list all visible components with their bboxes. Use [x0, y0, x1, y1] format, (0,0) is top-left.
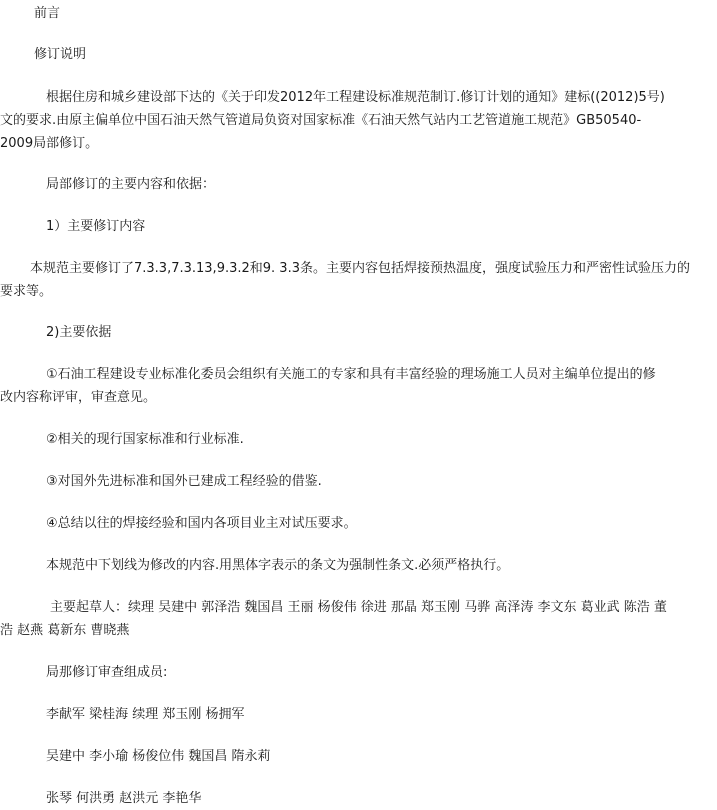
- underline-note: 本规范中下划线为修改的内容.用黑体字表示的条文为强制性条文.必须严格执行。: [46, 558, 510, 573]
- paragraph-basis-line-1: 根据住房和城乡建设部下达的《关于印发2012年工程建设标准规范制订.修订计划的通知》建标((2012)5号): [46, 90, 665, 105]
- heading-revision-notes: 修订说明: [34, 47, 87, 62]
- section-1-title: 1）主要修订内容: [46, 219, 146, 234]
- paragraph-main-content-intro: 局部修订的主要内容和依据：: [46, 177, 216, 192]
- basis-item-1-line-2: 改内容称评审，审查意见。: [0, 390, 157, 405]
- paragraph-basis-line-3: 2009局部修订。: [0, 136, 99, 151]
- section-1-line-1: 本规范主要修订了7.3.3,7.3.13,9.3.2和9. 3.3条。主要内容包括焊接预热温度，强度试验压力和严密性试验压力的: [30, 261, 690, 276]
- section-1-line-2: 要求等。: [0, 284, 53, 299]
- basis-item-2: ②相关的现行国家标准和行业标准.: [46, 432, 244, 447]
- paragraph-basis-line-2: 文的要求.由原主偏单位中国石油天然气管道局负资对国家标准《石油天然气站内工艺管道施工规范》GB50540-: [0, 113, 642, 128]
- drafters-line-1: 主要起草人：续理 吴建中 郭泽浩 魏国昌 王丽 杨俊伟 徐进 那晶 郑玉刚 马骅 高泽涛 李文东 葛业武 陈浩 董: [50, 600, 667, 615]
- review-group-line-3: 张琴 何洪勇 赵洪元 李艳华: [46, 791, 202, 806]
- review-group-line-2: 吴建中 李小瑜 杨俊位伟 魏国昌 隋永莉: [46, 749, 271, 764]
- review-group-line-1: 李献军 梁桂海 续理 郑玉刚 杨拥军: [46, 707, 245, 722]
- basis-item-4: ④总结以往的焊接经验和国内各项目业主对试压要求。: [46, 516, 357, 531]
- basis-item-1-line-1: ①石油工程建设专业标准化委员会组织有关施工的专家和具有丰富经验的理场施工人员对主编单位提出的修: [46, 367, 656, 382]
- drafters-line-2: 浩 赵燕 葛新东 曹晓燕: [0, 623, 130, 638]
- basis-item-3: ③对国外先进标准和国外已建成工程经验的借鉴.: [46, 474, 322, 489]
- heading-preface: 前言: [34, 6, 61, 21]
- review-group-intro: 局那修订审查组成员:: [46, 665, 168, 680]
- section-2-title: 2)主要依据: [46, 325, 112, 340]
